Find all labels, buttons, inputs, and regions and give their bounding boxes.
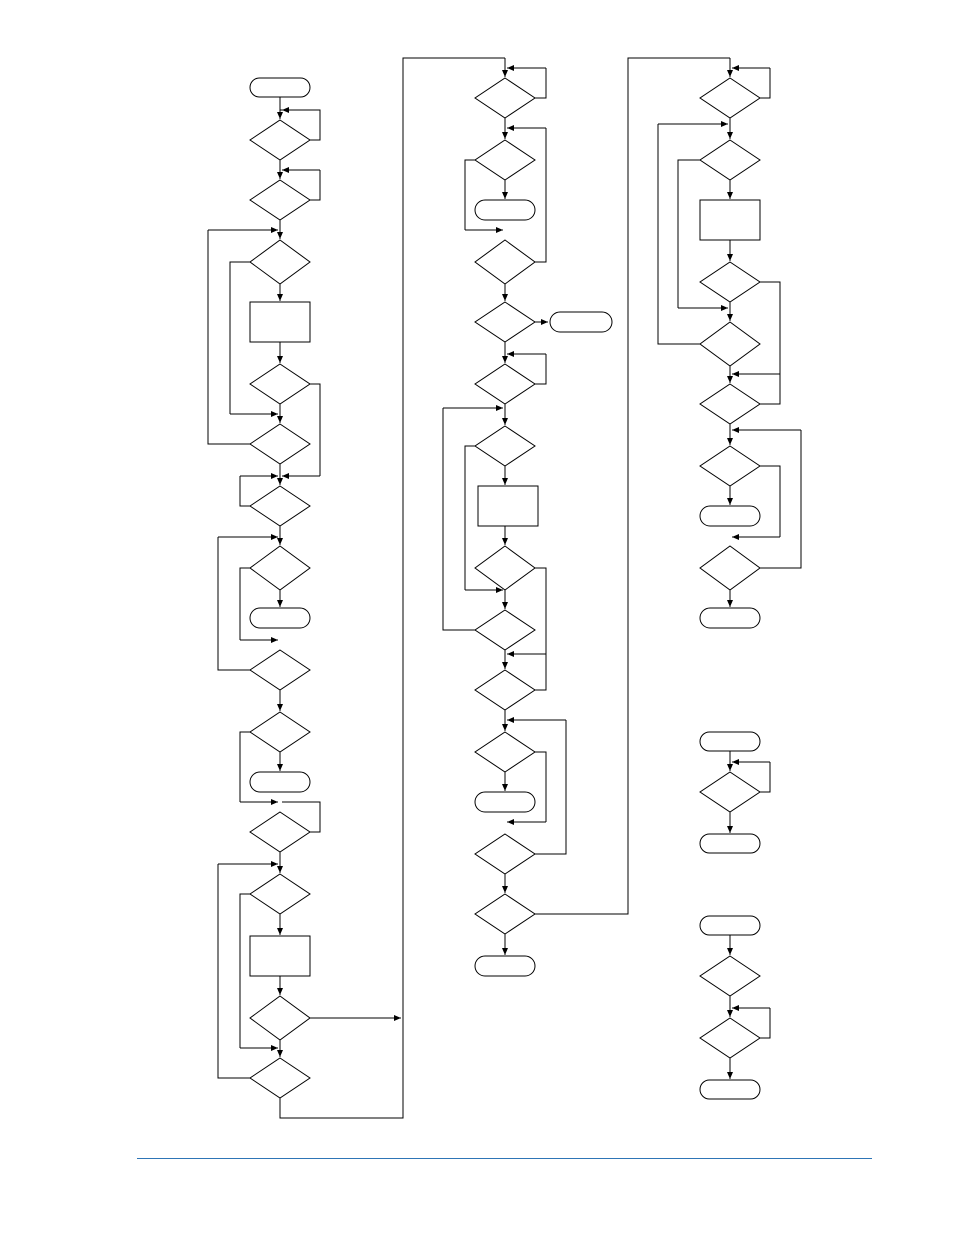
start-terminal bbox=[700, 732, 760, 751]
terminal bbox=[475, 200, 535, 220]
decision-node bbox=[700, 140, 760, 180]
terminal bbox=[700, 506, 760, 526]
decision-node bbox=[475, 546, 535, 590]
decision-node bbox=[700, 446, 760, 486]
decision-node bbox=[700, 78, 760, 118]
process-box bbox=[478, 486, 538, 526]
terminal bbox=[475, 956, 535, 976]
terminal bbox=[700, 608, 760, 628]
flowchart-subroutine-b bbox=[700, 916, 770, 1099]
decision-node bbox=[700, 772, 760, 812]
decision-node bbox=[475, 670, 535, 710]
decision-node bbox=[700, 1018, 760, 1058]
decision-node bbox=[250, 240, 310, 284]
terminal bbox=[475, 792, 535, 812]
end-terminal bbox=[700, 1080, 760, 1099]
terminal bbox=[550, 312, 612, 332]
decision-node bbox=[250, 364, 310, 404]
process-box bbox=[700, 200, 760, 240]
decision-node bbox=[475, 834, 535, 874]
decision-node bbox=[700, 262, 760, 302]
decision-node bbox=[250, 180, 310, 220]
decision-node bbox=[700, 384, 760, 424]
decision-node bbox=[475, 732, 535, 772]
flowchart-column-1 bbox=[208, 58, 505, 1118]
process-box bbox=[250, 936, 310, 976]
decision-node bbox=[475, 894, 535, 934]
decision-node bbox=[250, 546, 310, 590]
footer-rule bbox=[137, 1158, 872, 1159]
end-terminal bbox=[700, 834, 760, 853]
decision-node bbox=[250, 1058, 310, 1098]
start-terminal bbox=[700, 916, 760, 935]
decision-node bbox=[250, 996, 310, 1040]
decision-node bbox=[475, 610, 535, 650]
decision-node bbox=[475, 426, 535, 466]
start-terminal bbox=[250, 78, 310, 97]
decision-node bbox=[250, 120, 310, 160]
flowchart-subroutine-a bbox=[700, 732, 770, 853]
decision-node bbox=[250, 650, 310, 690]
decision-node bbox=[250, 712, 310, 752]
flowchart-column-2 bbox=[443, 58, 730, 976]
decision-node bbox=[475, 240, 535, 284]
decision-node bbox=[250, 812, 310, 852]
decision-node bbox=[250, 874, 310, 914]
terminal bbox=[250, 608, 310, 628]
decision-node bbox=[475, 302, 535, 342]
decision-node bbox=[250, 424, 310, 464]
decision-node bbox=[475, 78, 535, 118]
terminal bbox=[250, 772, 310, 792]
flowchart-column-3 bbox=[658, 68, 801, 628]
decision-node bbox=[475, 364, 535, 404]
decision-node bbox=[700, 546, 760, 590]
decision-node bbox=[700, 956, 760, 996]
process-box bbox=[250, 302, 310, 342]
decision-node bbox=[250, 486, 310, 526]
decision-node bbox=[475, 140, 535, 180]
decision-node bbox=[700, 322, 760, 366]
